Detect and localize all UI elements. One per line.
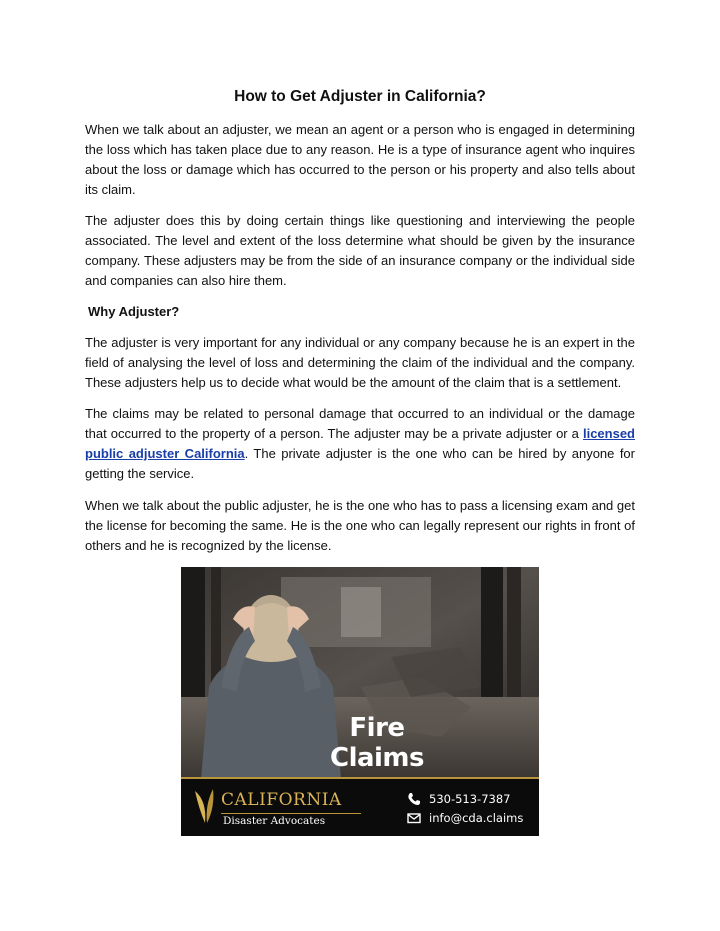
envelope-icon <box>407 811 421 825</box>
contact-phone: 530-513-7387 <box>429 792 511 806</box>
contact-phone-row <box>407 792 510 806</box>
banner-headline-fire: Fire <box>349 713 405 743</box>
document-title: How to Get Adjuster in California? <box>234 88 486 105</box>
brand-subtitle: Disaster Advocates <box>223 815 326 827</box>
paragraph-intro: When we talk about an adjuster, we mean an agent or a person who is engaged in determining the loss which has taken place due to any reason. He is a type of insurance agent who inquires about the loss or damage which has occurred to the person or his property and also tells about its claim. <box>85 122 635 197</box>
licensed-public-adjuster-link[interactable]: licensed public adjuster California <box>85 426 635 461</box>
banner-headline-claims: Claims <box>329 743 425 773</box>
paragraph-claims <box>85 404 635 484</box>
subheading-why-adjuster: Why Adjuster? <box>88 304 180 319</box>
fire-claims-banner <box>181 567 539 836</box>
paragraph-public-adjuster: When we talk about the public adjuster, he is the one who has to pass a licensing exam and get the license for becoming the same. He is the one who can legally represent our rights in front of others and he is recognized by the license. <box>85 498 635 553</box>
paragraph-claims-text-2: . The private adjuster is the one who can be hired by anyone for getting the service. <box>85 446 635 481</box>
paragraph-claims-text-1: The claims may be related to personal damage that occurred to an individual or the damage that occurred to the property of a person. The adjuster may be a private adjuster or a <box>85 406 635 441</box>
feather-logo-icon <box>191 787 217 827</box>
brand-name: CALIFORNIA <box>221 790 342 810</box>
brand-underline <box>221 813 361 814</box>
contact-email-row <box>407 811 523 825</box>
paragraph-adjuster-role: The adjuster does this by doing certain things like questioning and interviewing the people associated. The level and extent of the loss determine what should be given by the insurance company. These adjusters may be from the side of an insurance company or the individual side and companies can also hire them. <box>85 213 635 288</box>
phone-icon <box>407 792 421 806</box>
banner-footer <box>181 779 539 836</box>
paragraph-importance: The adjuster is very important for any individual or any company because he is an expert in the field of analysing the level of loss and determining the claim of the individual and the company. These adjusters help us to decide what would be the amount of the claim that is a settlement. <box>85 335 635 390</box>
contact-email: info@cda.claims <box>429 811 524 825</box>
